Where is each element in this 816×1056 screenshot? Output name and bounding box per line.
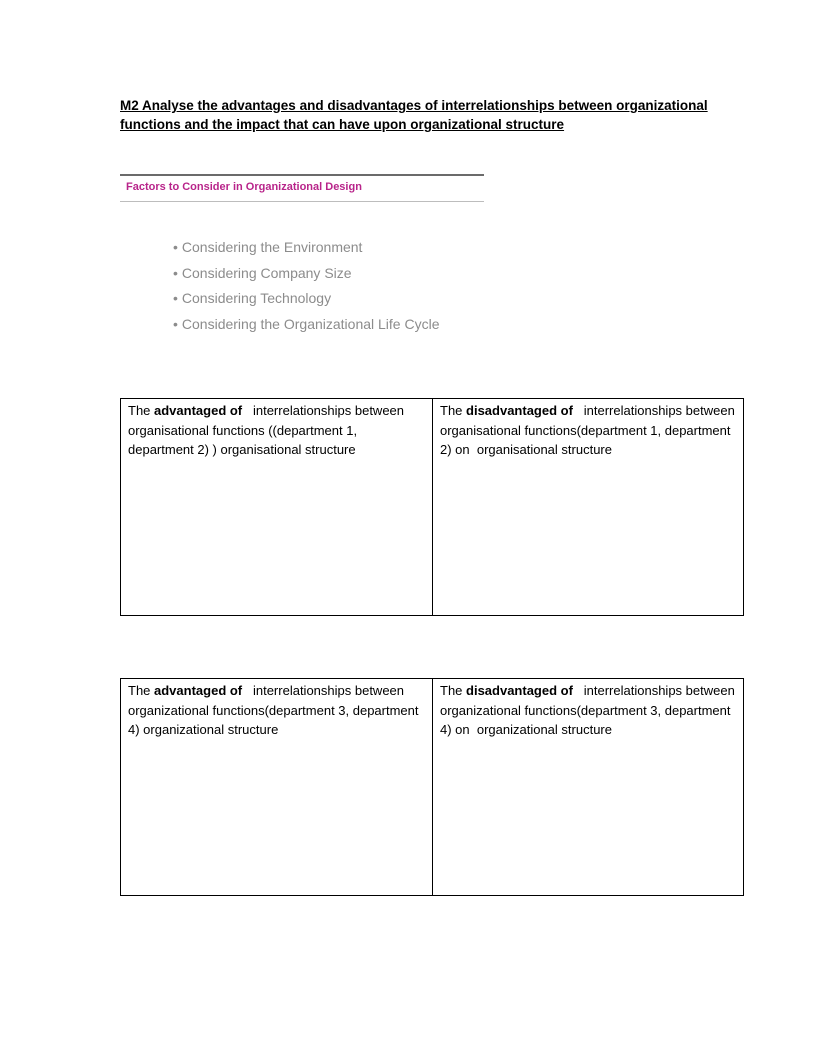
disadvantages-cell-1[interactable]: The disadvantaged of interrelationships between organisational functions(department 1, department 2) on organisational structure <box>432 399 743 615</box>
analysis-table-2 <box>120 678 744 896</box>
factors-figure <box>120 174 484 342</box>
bullet-icon: • <box>173 264 178 281</box>
bullet-icon: • <box>173 290 178 307</box>
factors-list <box>173 238 440 341</box>
page-heading <box>120 96 708 134</box>
bullet-icon: • <box>173 239 178 255</box>
factors-title: Factors to Consider in Organizational Design <box>126 181 362 193</box>
factor-item: • Considering the Organizational Life Cycle <box>173 316 440 333</box>
heading-line-2: functions and the impact that can have upon organizational structure <box>120 117 565 132</box>
factor-item: • Considering Company Size <box>173 264 352 281</box>
figure-top-rule <box>120 174 484 176</box>
figure-sub-rule <box>120 201 484 202</box>
advantages-cell-2[interactable]: The advantaged of interrelationships between organizational functions(department 3, department 4) organizational structure <box>128 683 423 737</box>
factor-item: • Considering Technology <box>173 290 332 307</box>
advantages-cell-1[interactable]: The advantaged of interrelationships between organisational functions ((department 1, department 2) ) organisational structure <box>128 403 408 457</box>
analysis-table-1 <box>120 398 744 616</box>
bullet-icon: • <box>173 316 178 333</box>
disadvantages-cell-2[interactable]: The disadvantaged of interrelationships between organizational functions(department 3, department 4) on organizational structure <box>432 679 743 895</box>
heading-line-1: M2 Analyse the advantages and disadvantages of interrelationships between organizational <box>120 98 708 113</box>
factor-item: • Considering the Environment <box>173 239 363 255</box>
